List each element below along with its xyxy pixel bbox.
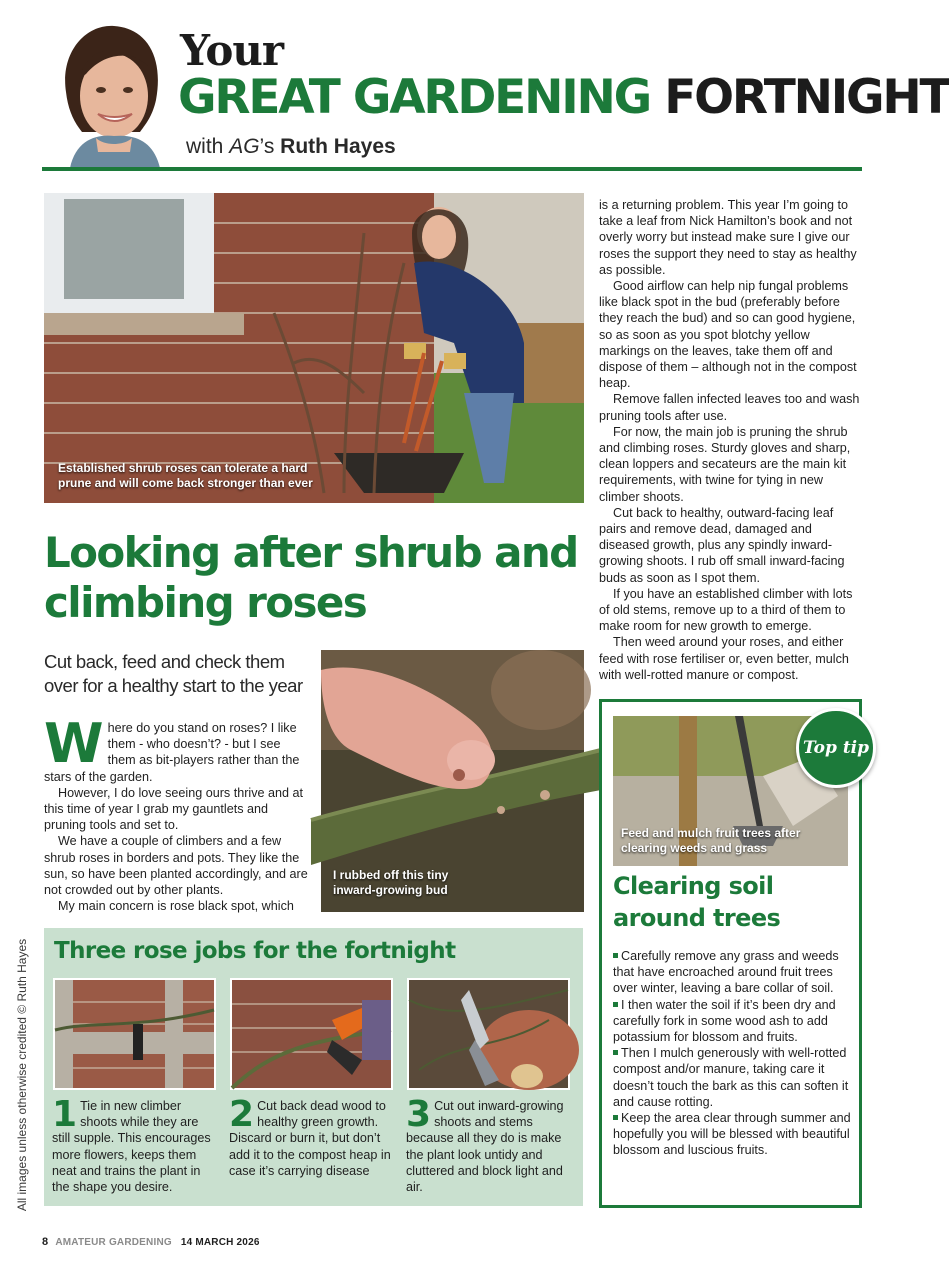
bud-photo — [321, 650, 584, 912]
job-step-3 — [406, 1094, 574, 1195]
body-paragraph: For now, the main job is pruning the shrub and climbing roses. Sturdy gloves and sharp, clean loppers and secateurs are the main kit requirements, with twine for tying in new climber shoots. — [599, 424, 851, 504]
job-number: 3 — [406, 1094, 432, 1135]
job-text: Cut out inward-growing shoots and stems because all they do is make the plant look untidy and cluttered and block light and air. — [406, 1099, 564, 1195]
body-paragraph: If you have an established climber with lots of old stems, remove up to a third of them to make room for new growth to emerge. — [599, 586, 853, 634]
job-text: Tie in new climber shoots while they are still supple. This encourages more flowers, keeps them neat and trains the plant in the shape you desire. — [52, 1099, 211, 1195]
article-standfirst: Cut back, feed and check them over for a healthy start to the year — [44, 651, 303, 696]
bud-photo-caption-line: I rubbed off this tiny — [333, 868, 449, 882]
body-column-right — [599, 197, 861, 683]
job-number: 2 — [229, 1094, 255, 1135]
job-step-1 — [52, 1094, 218, 1195]
bullet-square-icon — [613, 953, 618, 958]
tip-photo-caption-line: clearing weeds and grass — [621, 841, 768, 855]
tip-item-text: Then I mulch generously with well-rotted compost and/or manure, taking care it doesn’t touch the bark as this can soften it and cause rotting. — [613, 1046, 849, 1109]
job-photo-1 — [53, 978, 216, 1090]
body-paragraph: Then weed around your roses, and either feed with rose fertiliser or, even better, mulch with well-rotted manure or compost. — [599, 635, 849, 682]
tip-list-item — [613, 997, 853, 1046]
bullet-square-icon — [613, 1115, 618, 1120]
jobs-title: Three rose jobs for the fortnight — [54, 938, 456, 964]
tip-list-item — [613, 948, 853, 997]
body-paragraph: However, I do love seeing ours thrive and at this time of year I grab my gauntlets and pruning tools and set to. — [44, 785, 304, 833]
footer-date: 14 MARCH 2026 — [180, 1237, 260, 1248]
tip-list-item — [613, 1110, 853, 1159]
header-title-black: FORTNIGHT — [664, 70, 949, 125]
header-byline — [186, 134, 396, 160]
tip-item-text: Keep the area clear through summer and hopefully you will be blessed with beautiful blossom and luscious fruits. — [613, 1111, 851, 1158]
main-photo-caption-line: Established shrub roses can tolerate a hard — [58, 461, 308, 475]
tip-list — [613, 948, 853, 1159]
image-credit — [12, 930, 32, 1220]
image-credit-text: All images unless otherwise credited © Ruth Hayes — [15, 938, 29, 1212]
byline-possessive: ’s — [259, 135, 281, 158]
drop-cap: W — [44, 712, 104, 775]
tip-photo-caption — [621, 826, 800, 856]
body-paragraph: Remove fallen infected leaves too and wash pruning tools after use. — [599, 392, 860, 423]
main-photo-caption — [58, 461, 313, 491]
job-step-2 — [229, 1094, 395, 1179]
tip-photo-caption-line: Feed and mulch fruit trees after — [621, 826, 801, 840]
byline-magazine: AG — [229, 135, 260, 158]
byline-prefix: with — [186, 135, 230, 158]
body-column-left — [44, 712, 309, 914]
body-paragraph: My main concern is rose black spot, which — [58, 899, 294, 914]
job-photo-3 — [407, 978, 570, 1090]
byline-author: Ruth Hayes — [280, 135, 396, 158]
body-paragraph: is a returning problem. This year I’m going to take a leaf from Nick Hamilton’s book and not overly worry but instead make sure I give our roses the support they need to stay as healthy as possible. — [599, 198, 857, 277]
author-portrait — [56, 22, 168, 168]
bullet-square-icon — [613, 1002, 618, 1007]
article-headline: Looking after shrub and climbing roses — [44, 528, 578, 627]
job-photo-2 — [230, 978, 393, 1090]
body-paragraph: Cut back to healthy, outward-facing leaf pairs and remove dead, damaged and diseased growth, plus any spindly inward-growing shoots. I rub off small inward-facing buds as soon as I spot them. — [599, 505, 845, 585]
job-text: Cut back dead wood to healthy green growth. Discard or burn it, but don’t add it to the compost heap in case it’s carrying disease — [229, 1099, 391, 1178]
bullet-square-icon — [613, 1050, 618, 1055]
header-rule — [42, 167, 862, 171]
tip-title: Clearing soil around trees — [613, 872, 781, 932]
job-number: 1 — [52, 1094, 78, 1135]
bud-photo-caption — [333, 868, 448, 898]
main-photo — [44, 193, 584, 503]
bud-photo-caption-line: inward-growing bud — [333, 883, 448, 897]
body-paragraph: Good airflow can help nip fungal problems like black spot in the bud (preferably before they reach the bud) and so can good hygiene, so as soon as you spot blotchy yellow markings on the leaves, take them off and dispose of them – although not in the compost heap. — [599, 279, 857, 391]
header-title-green: GREAT GARDENING — [178, 70, 651, 125]
header-your: Your — [180, 26, 284, 75]
top-tip-badge: Top tip — [796, 708, 876, 788]
body-paragraph: We have a couple of climbers and a few shrub roses in borders and pots. They like the sun, so have been planted accordingly, and are not crowded out by other plants. — [44, 834, 308, 898]
tip-item-text: Carefully remove any grass and weeds that have encroached around fruit trees over winter, leaving a bare collar of soil. — [613, 949, 839, 996]
page-number: 8 — [42, 1236, 49, 1248]
body-text: here do you stand on roses? I like them - who doesn’t? - but I see them as bit-players rather than the stars of the garden. — [44, 721, 300, 784]
tip-list-item — [613, 1045, 853, 1110]
body-paragraph — [44, 712, 309, 785]
footer-magazine: AMATEUR GARDENING — [55, 1237, 172, 1248]
tip-item-text: I then water the soil if it’s been dry and carefully fork in some wood ash to add potassium for blossom and fruits. — [613, 997, 836, 1045]
page-footer — [42, 1235, 260, 1250]
main-photo-caption-line: prune and will come back stronger than ever — [58, 476, 313, 490]
header-title — [178, 72, 949, 124]
